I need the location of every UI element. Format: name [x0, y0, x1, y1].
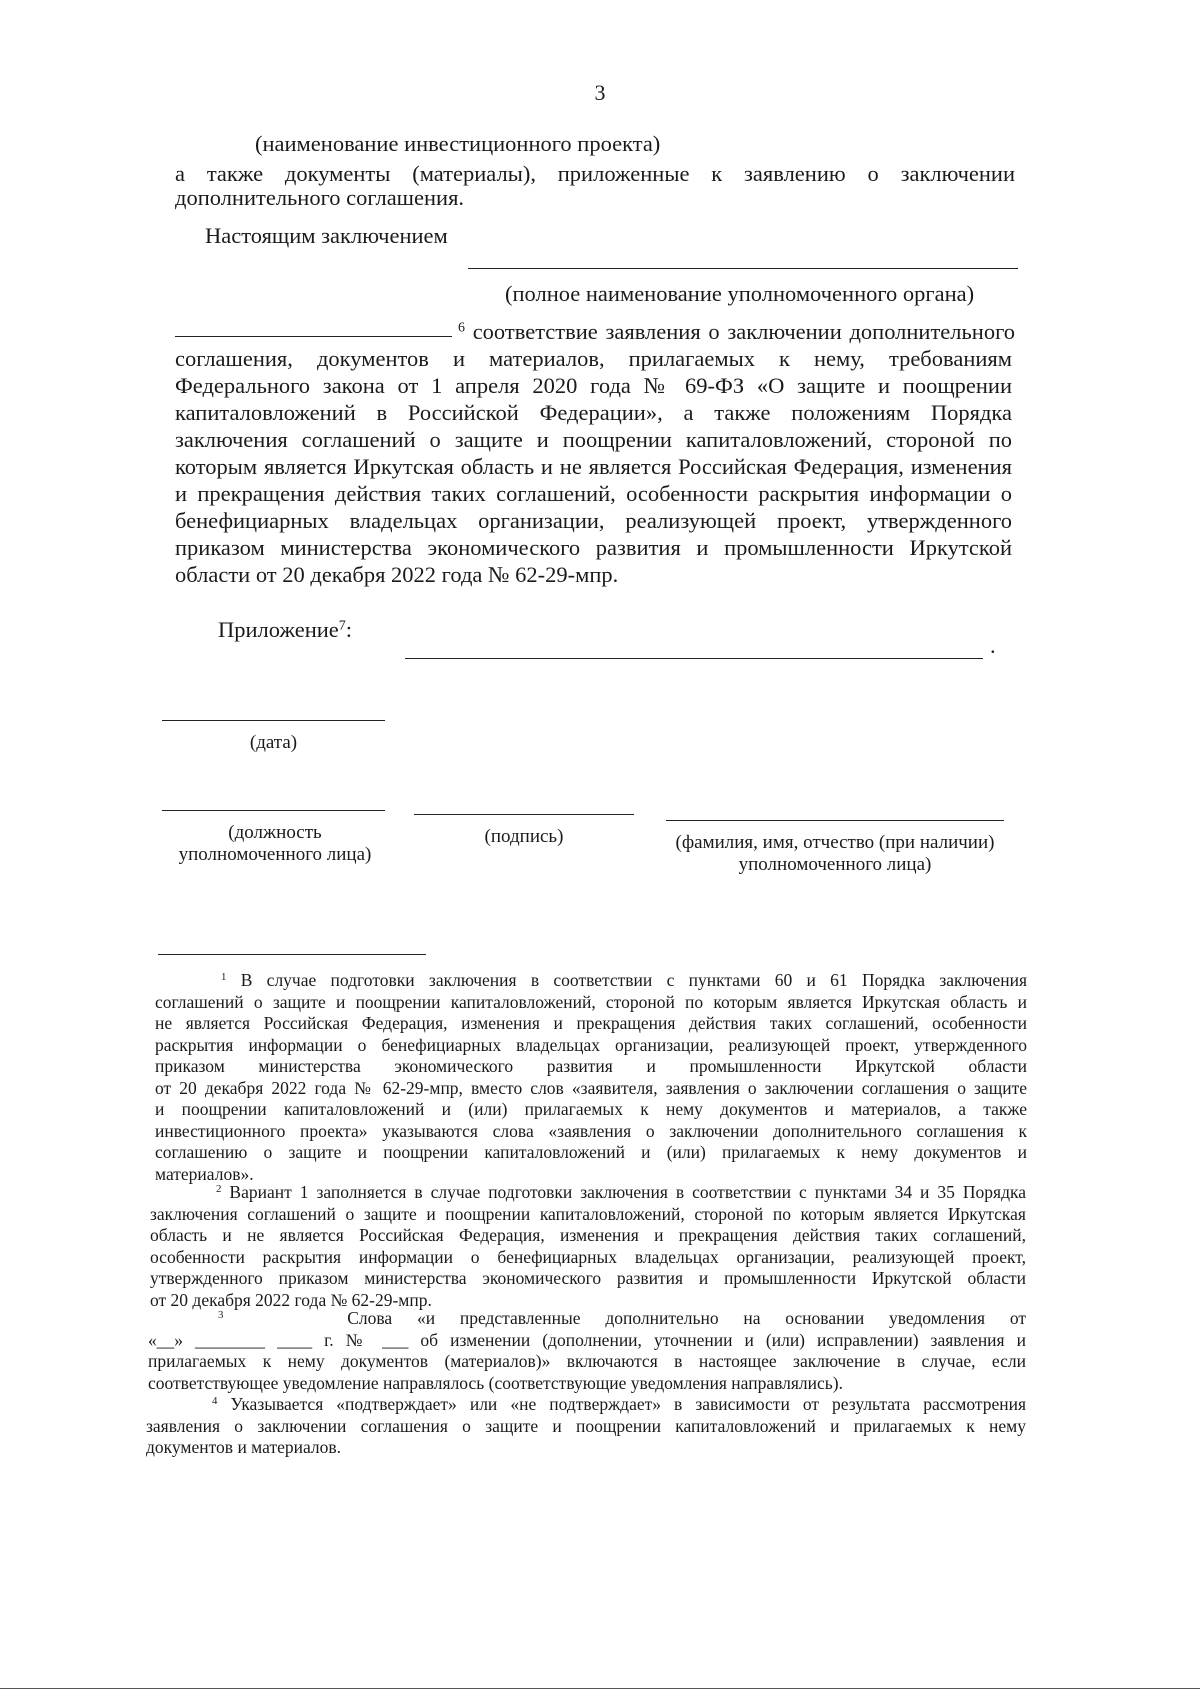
conclusion-line: Федерального закона от 1 апреля 2020 года № 69-ФЗ «О защите и поощрении [175, 373, 1012, 398]
footnote-separator [158, 954, 426, 955]
conclusion-first-line [458, 318, 1015, 345]
signature-line [414, 814, 634, 815]
scan-edge-line [0, 1688, 1200, 1689]
conclusion-line: бенефициарных владельцах организации, реализующей проект, утвержденного [175, 508, 1012, 533]
attachment-line [405, 658, 983, 659]
authority-name-line [468, 268, 1018, 269]
name-label: (фамилия, имя, отчество (при наличии) уполномоченного лица) [675, 832, 995, 875]
conclusion-line: и прекращения действия таких соглашений, особенности раскрытия информации о [175, 481, 1012, 506]
conclusion-intro: Настоящим заключением [205, 223, 448, 248]
date-label: (дата) [249, 732, 298, 753]
conclusion-line: которым является Иркутская область и не является Российская Федерация, изменения [175, 454, 1012, 479]
footnote-3-mark: 3 [218, 1309, 224, 1322]
documents-line-end: дополнительного соглашения. [175, 185, 465, 210]
position-line [162, 810, 385, 811]
footnote-2-mark: 2 [216, 1183, 222, 1196]
conclusion-line: соглашения, документов и материалов, прилагаемых к нему, требованиям [175, 346, 1012, 371]
footnote-mark-7: 7 [338, 618, 346, 634]
documents-line: а также документы (материалы), приложенные к заявлению о заключении [175, 161, 1015, 186]
conclusion-line: приказом министерства экономического развития и промышленности Иркутской [175, 535, 1012, 560]
attachment-period: . [990, 633, 996, 658]
page-number: 3 [594, 80, 606, 105]
conclusion-paragraph [175, 345, 1012, 588]
confirmation-blank-line [175, 336, 452, 337]
attachment-label: Приложение$^7$: [218, 617, 352, 642]
footnote-2: $^2$ Вариант 1 заполняется в случае подготовки заключения в соответствии с пунктами 34 и 35 Порядка заключения соглашений о защите и поощрении капиталовложений, стороной по которым является Иркутская область и не является Российская Федерация, изменения и прекращения действия таких соглашений, особенности раскрытия информации о бенефициарных владельцах организации, реализующей проект, утвержденного приказом министерства экономического развития и промышленности Иркутской области от 20 декабря 2022 года № 62-29-мпр. [150, 1182, 1026, 1310]
footnote-1: $^1$ В случае подготовки заключения в соответствии с пунктами 60 и 61 Порядка заключения соглашений о защите и поощрении капиталовложений, стороной по которым является Иркутская область и не является Российская Федерация, изменения и прекращения действия таких соглашений, особенности раскрытия информации о бенефициарных владельцах организации, реализующей проект, утвержденного приказом министерства экономического развития и промышленности Иркутской области от 20 декабря 2022 года № 62-29-мпр, вместо слов «заявителя, заявления о заключении соглашения о защите и поощрении капиталовложений и (или) прилагаемых к нему документов и материалов, а также инвестиционного проекта» указываются слова «заявления о заключении дополнительного соглашения к соглашению о защите и поощрении капиталовложений и (или) прилагаемых к нему документов и материалов». [155, 970, 1028, 1184]
date-line [162, 720, 385, 721]
conclusion-line: капиталовложений в Российской Федерации», а также положениям Порядка [175, 400, 1012, 425]
authority-name-label: (полное наименование уполномоченного органа) [505, 281, 975, 306]
signature-label: (подпись) [484, 826, 564, 847]
conclusion-line: заключения соглашений о защите и поощрении капиталовложений, стороной по [175, 427, 1012, 452]
footnote-mark-6: 6 [458, 320, 465, 336]
conclusion-line-last: области от 20 декабря 2022 года № 62-29-мпр. [175, 562, 619, 587]
position-label: (должность уполномоченного лица) [178, 822, 372, 865]
project-name-label: (наименование инвестиционного проекта) [255, 131, 661, 156]
footnote-4-mark: 4 [212, 1395, 218, 1408]
footnote-4: $^4$ Указывается «подтверждает» или «не подтверждает» в зависимости от результата рассмотрения заявления о заключении соглашения о защите и поощрении капиталовложений и прилагаемых к нему документов и материалов. [146, 1394, 1027, 1457]
conclusion-first-line-text: соответствие заявления о заключении дополнительного [472, 319, 1015, 344]
footnote-1-mark: 1 [221, 971, 227, 984]
footnote-3: $^3$ Слова «и представленные дополнительно на основании уведомления от «__» ________ ____ г. № ___ об изменении (дополнении, уточнении и (или) исправлении) заявления и прилагаемых к нему документов (материалов)» включаются в настоящее заключение в случае, если соответствующее уведомление направлялось (соответствующие уведомления направлялись). [148, 1308, 1026, 1393]
name-line [666, 820, 1004, 821]
